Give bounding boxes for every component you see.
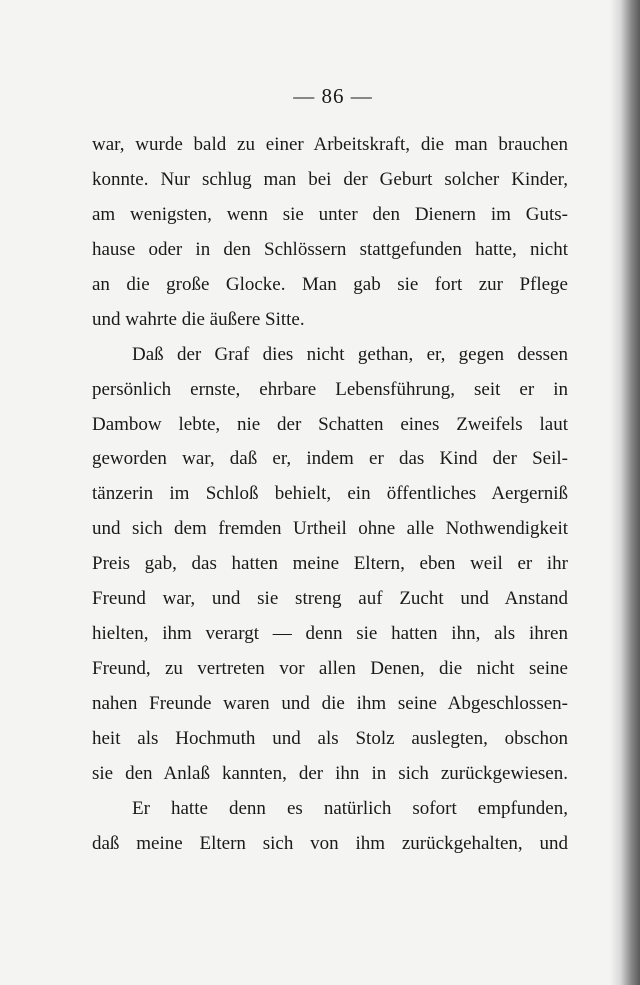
- page-binding-shadow: [610, 0, 640, 985]
- text-line: an die große Glocke. Man gab sie fort zur Pflege: [92, 273, 568, 295]
- text-line: hielten, ihm verargt — denn sie hatten ihn, als ihren: [92, 623, 568, 645]
- text-line: Er hatte denn es natürlich sofort empfunden,: [132, 797, 568, 819]
- text-line: nahen Freunde waren und die ihm seine Abgeschlossen-: [92, 693, 568, 714]
- text-line: daß meine Eltern sich von ihm zurückgehalten, und: [92, 832, 568, 854]
- text-line: am wenigsten, wenn sie unter den Dienern im Guts-: [92, 203, 568, 225]
- page-number: — 86 —: [293, 84, 373, 108]
- text-line: konnte. Nur schlug man bei der Geburt solcher Kinder,: [92, 168, 568, 190]
- text-line: hause oder in den Schlössern stattgefunden hatte, nicht: [92, 238, 568, 260]
- text-line: Dambow lebte, nie der Schatten eines Zweifels laut: [92, 413, 568, 435]
- text-line: und sich dem fremden Urtheil ohne alle Nothwendigkeit: [92, 518, 568, 540]
- text-line: Freund, zu vertreten vor allen Denen, die nicht seine: [92, 658, 568, 680]
- text-line: tänzerin im Schloß behielt, ein öffentliches Aergerniß: [92, 483, 568, 505]
- text-line: war, wurde bald zu einer Arbeitskraft, die man brauchen: [92, 134, 568, 155]
- text-line: und wahrte die äußere Sitte.: [92, 308, 305, 330]
- text-line: Preis gab, das hatten meine Eltern, eben weil er ihr: [92, 553, 568, 575]
- text-line: persönlich ernste, ehrbare Lebensführung, seit er in: [92, 378, 568, 400]
- text-line: sie den Anlaß kannten, der ihn in sich zurückgewiesen.: [92, 762, 568, 784]
- text-line: heit als Hochmuth und als Stolz auslegten, obschon: [92, 727, 568, 749]
- text-line: Daß der Graf dies nicht gethan, er, gegen dessen: [132, 343, 568, 365]
- body-text: [92, 128, 568, 862]
- text-line: geworden war, daß er, indem er das Kind der Seil-: [92, 448, 568, 470]
- text-line: Freund war, und sie streng auf Zucht und Anstand: [92, 588, 568, 610]
